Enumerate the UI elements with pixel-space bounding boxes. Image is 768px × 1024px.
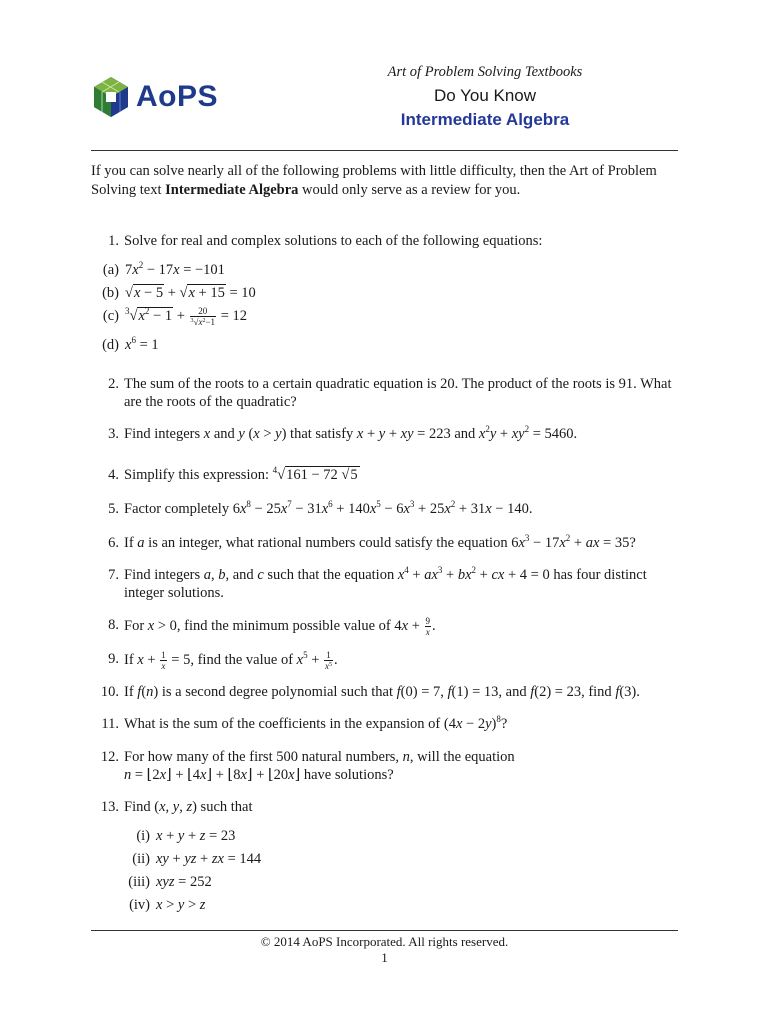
problem-1: 1. Solve for real and complex solutions to each of the following equations: <box>108 233 543 249</box>
aops-logo-text: AoPS <box>136 80 219 113</box>
problem-9: 9. If x + $\frac{1}{x}$ = 5, find the value of $x^5$ + $\frac{1}{x^5}$ . <box>108 649 338 671</box>
intro-paragraph: If you can solve nearly all of the following problems with little difficulty, then the Art of Problem Solving text Intermediate Algebra would only serve as a review for you. <box>91 163 657 198</box>
problem-1a: (a) $7x^2 - 17x = -101$ <box>102 260 225 278</box>
problem-12: 12. For how many of the first 500 natural numbers, n, will the equation n = ⌊2x⌋ + ⌊4x⌋ + ⌊8x⌋ + ⌊20x⌋ have solutions? <box>100 749 515 783</box>
page-number: 1 <box>381 950 388 965</box>
copyright-notice: © 2014 AoPS Incorporated. All rights reserved. <box>260 934 509 949</box>
problem-4: 4. Simplify this expression: $^4$√161 − 72 √5 <box>108 465 358 483</box>
series-title: Art of Problem Solving Textbooks <box>387 64 583 80</box>
aops-logo <box>92 76 218 118</box>
aops-cube-icon <box>92 76 130 118</box>
problem-1b: (b) √x − 5 + √x + 15 = 10 <box>102 285 256 301</box>
problem-2: 2. The sum of the roots to a certain quadratic equation is 20. The product of the roots is 91. What are the roots of the quadratic? <box>108 376 672 410</box>
problem-10: 10. If f(n) is a second degree polynomial such that f(0) = 7, f(1) = 13, and f(2) = 23, find f(3). <box>100 684 640 700</box>
header-divider <box>91 150 678 151</box>
problem-5: 5. Factor completely $6x^8 - 25x^7 - 31x^6 + 140x^5 - 6x^3 + 25x^2 + 31x - 140$. <box>108 499 533 517</box>
problem-13-ii: (ii) xy + yz + zx = 144 <box>132 851 262 867</box>
problem-3: 3. Find integers x and y (x > y) that satisfy x + y + xy = 223 and $x^2y + xy^2 = 5460$. <box>108 424 578 442</box>
problem-13-iii: (iii) xyz = 252 <box>128 874 212 890</box>
book-title: Intermediate Algebra <box>400 110 570 129</box>
page-title: Do You Know <box>433 86 537 105</box>
problem-1c: (c) $^3√x^2 - 1$ + $\frac{20}{^3√x^2-1}$ = 12 <box>102 305 247 327</box>
footer-divider <box>91 930 678 931</box>
problem-13-i: (i) x + y + z = 23 <box>136 828 236 844</box>
problem-13: 13. Find (x, y, z) such that <box>100 799 253 815</box>
problem-1d: (d) $x^6 = 1$ <box>102 335 159 353</box>
problem-8: 8. For x > 0, find the minimum possible value of 4x + $\frac{9}{x}$ . <box>108 616 436 637</box>
problem-13-iv: (iv) x > y > z <box>129 897 206 913</box>
problem-6: 6. If a is an integer, what rational numbers could satisfy the equation $6x^3 - 17x^2$ + ax = 35? <box>108 533 636 551</box>
problem-11: 11. What is the sum of the coefficients in the expansion of $(4x - 2y)^8$? <box>101 714 508 732</box>
intro-book-name: Intermediate Algebra <box>165 182 299 198</box>
problem-7: 7. Find integers a, b, and c such that the equation $x^4 + ax^3 + bx^2$ + cx + 4 = 0 has four distinct integer solutions. <box>108 565 647 601</box>
